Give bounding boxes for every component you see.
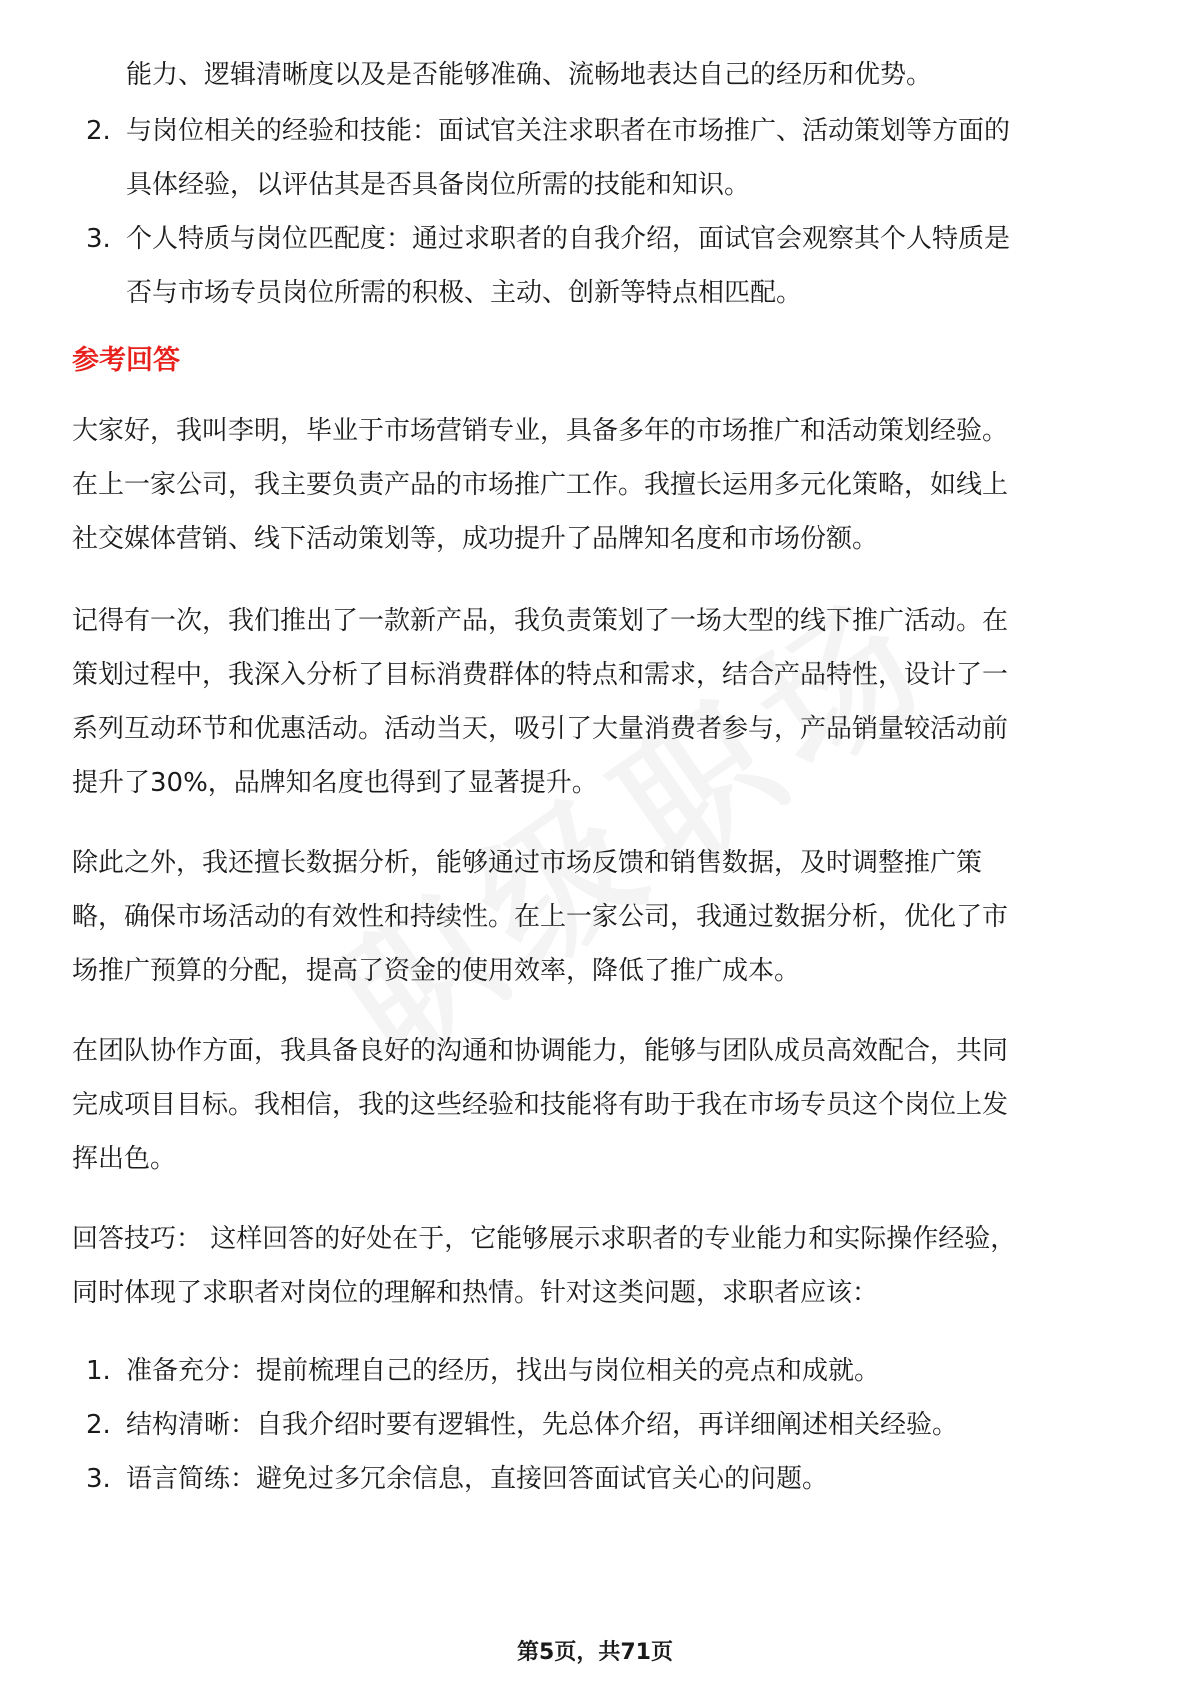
list-item-2-line-2: 具体经验，以评估其是否具备岗位所需的技能和知识。	[126, 170, 751, 200]
paragraph-4-line-3: 挥出色。	[72, 1144, 177, 1174]
paragraph-1-line-2: 在上一家公司，我主要负责产品的市场推广工作。我擅长运用多元化策略，如线上	[72, 470, 1009, 500]
list-item-2-number: 2.	[86, 116, 111, 146]
paragraph-3-line-1: 除此之外，我还擅长数据分析，能够通过市场反馈和销售数据，及时调整推广策	[72, 848, 983, 878]
paragraph-2-line-1: 记得有一次，我们推出了一款新产品，我负责策划了一场大型的线下推广活动。在	[72, 606, 1009, 636]
paragraph-1-line-1: 大家好，我叫李明，毕业于市场营销专业，具备多年的市场推广和活动策划经验。	[72, 416, 1009, 446]
tips-item-3-text: 语言简练：避免过多冗余信息，直接回答面试官关心的问题。	[126, 1464, 829, 1494]
section-heading: 参考回答	[72, 345, 180, 376]
paragraph-2-line-2: 策划过程中，我深入分析了目标消费群体的特点和需求，结合产品特性，设计了一	[72, 660, 1009, 690]
paragraph-2-line-3: 系列互动环节和优惠活动。活动当天，吸引了大量消费者参与，产品销量较活动前	[72, 714, 1009, 744]
paragraph-3-line-2: 略，确保市场活动的有效性和持续性。在上一家公司，我通过数据分析，优化了市	[72, 902, 1009, 932]
paragraph-3-line-3: 场推广预算的分配，提高了资金的使用效率，降低了推广成本。	[72, 956, 801, 986]
tips-item-1-text: 准备充分：提前梳理自己的经历，找出与岗位相关的亮点和成就。	[126, 1356, 881, 1386]
list-item-1-continuation: 能力、逻辑清晰度以及是否能够准确、流畅地表达自己的经历和优势。	[126, 60, 933, 90]
paragraph-4-line-2: 完成项目目标。我相信，我的这些经验和技能将有助于我在市场专员这个岗位上发	[72, 1090, 1009, 1120]
tips-line-1: 回答技巧： 这样回答的好处在于，它能够展示求职者的专业能力和实际操作经验，	[72, 1224, 1017, 1254]
tips-line-2: 同时体现了求职者对岗位的理解和热情。针对这类问题，求职者应该：	[72, 1278, 879, 1308]
tips-item-3-number: 3.	[86, 1464, 111, 1494]
paragraph-1-line-3: 社交媒体营销、线下活动策划等，成功提升了品牌知名度和市场份额。	[72, 524, 879, 554]
paragraph-2-line-4: 提升了30%，品牌知名度也得到了显著提升。	[72, 768, 598, 798]
list-item-3-line-1: 个人特质与岗位匹配度：通过求职者的自我介绍，面试官会观察其个人特质是	[126, 224, 1011, 254]
tips-item-2-number: 2.	[86, 1410, 111, 1440]
paragraph-4-line-1: 在团队协作方面，我具备良好的沟通和协调能力，能够与团队成员高效配合，共同	[72, 1036, 1009, 1066]
tips-item-2-text: 结构清晰：自我介绍时要有逻辑性，先总体介绍，再详细阐述相关经验。	[126, 1410, 959, 1440]
tips-item-1-number: 1.	[86, 1356, 111, 1386]
page-footer: 第5页，共71页	[517, 1640, 673, 1665]
list-item-3-number: 3.	[86, 224, 111, 254]
list-item-2-line-1: 与岗位相关的经验和技能：面试官关注求职者在市场推广、活动策划等方面的	[126, 116, 1011, 146]
list-item-3-line-2: 否与市场专员岗位所需的积极、主动、创新等特点相匹配。	[126, 278, 803, 308]
